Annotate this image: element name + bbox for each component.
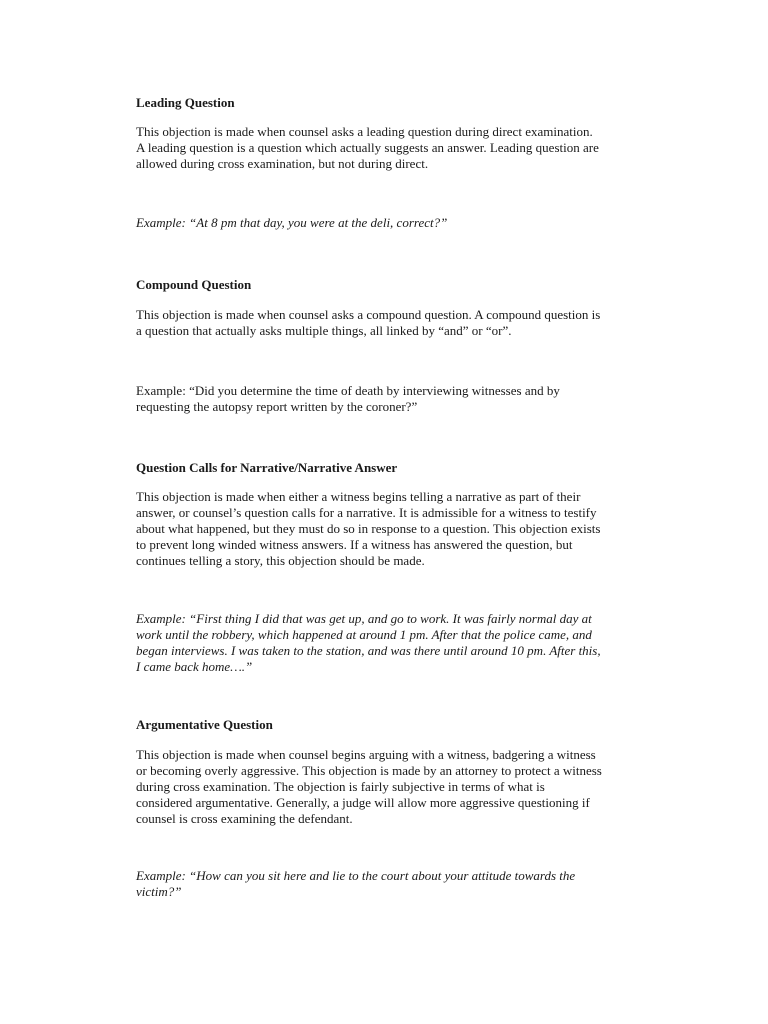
section-example-narrative: Example: “First thing I did that was get up, and go to work. It was fairly normal day at work until the robbery, which happened at around 1 pm. After that the police came, and began interviews. I was taken to the station, and was there until around 10 pm. After this, I came back home….”: [136, 611, 601, 674]
section-heading-compound-question: Compound Question: [136, 277, 252, 292]
section-heading-argumentative: Argumentative Question: [136, 717, 273, 732]
section-body-leading-question: This objection is made when counsel asks a leading question during direct examination. A leading question is a question which actually suggests an answer. Leading question are allowed during cross examination, but not during direct.: [136, 124, 599, 171]
section-body-argumentative: This objection is made when counsel begins arguing with a witness, badgering a witness or becoming overly aggressive. This objection is made by an attorney to protect a witness during cross examination. The objection is fairly subjective in terms of what is considered argumentative. Generally, a judge will allow more aggressive questioning if counsel is cross examining the defendant.: [136, 747, 602, 826]
section-heading-leading-question: Leading Question: [136, 95, 235, 110]
section-heading-narrative: Question Calls for Narrative/Narrative Answer: [136, 460, 398, 475]
section-body-compound-question: This objection is made when counsel asks a compound question. A compound question is a question that actually asks multiple things, all linked by “and” or “or”.: [136, 307, 601, 338]
section-example-argumentative: Example: “How can you sit here and lie to the court about your attitude towards the victim?”: [136, 868, 576, 899]
section-example-compound-question: Example: “Did you determine the time of death by interviewing witnesses and by requesting the autopsy report written by the coroner?”: [136, 383, 560, 414]
section-body-narrative: This objection is made when either a witness begins telling a narrative as part of their answer, or counsel’s question calls for a narrative. It is admissible for a witness to testify about what happened, but they must do so in response to a question. This objection exists to prevent long winded witness answers. If a witness has answered the question, but continues telling a story, this objection should be made.: [136, 489, 601, 568]
section-example-leading-question: Example: “At 8 pm that day, you were at the deli, correct?”: [136, 215, 448, 230]
